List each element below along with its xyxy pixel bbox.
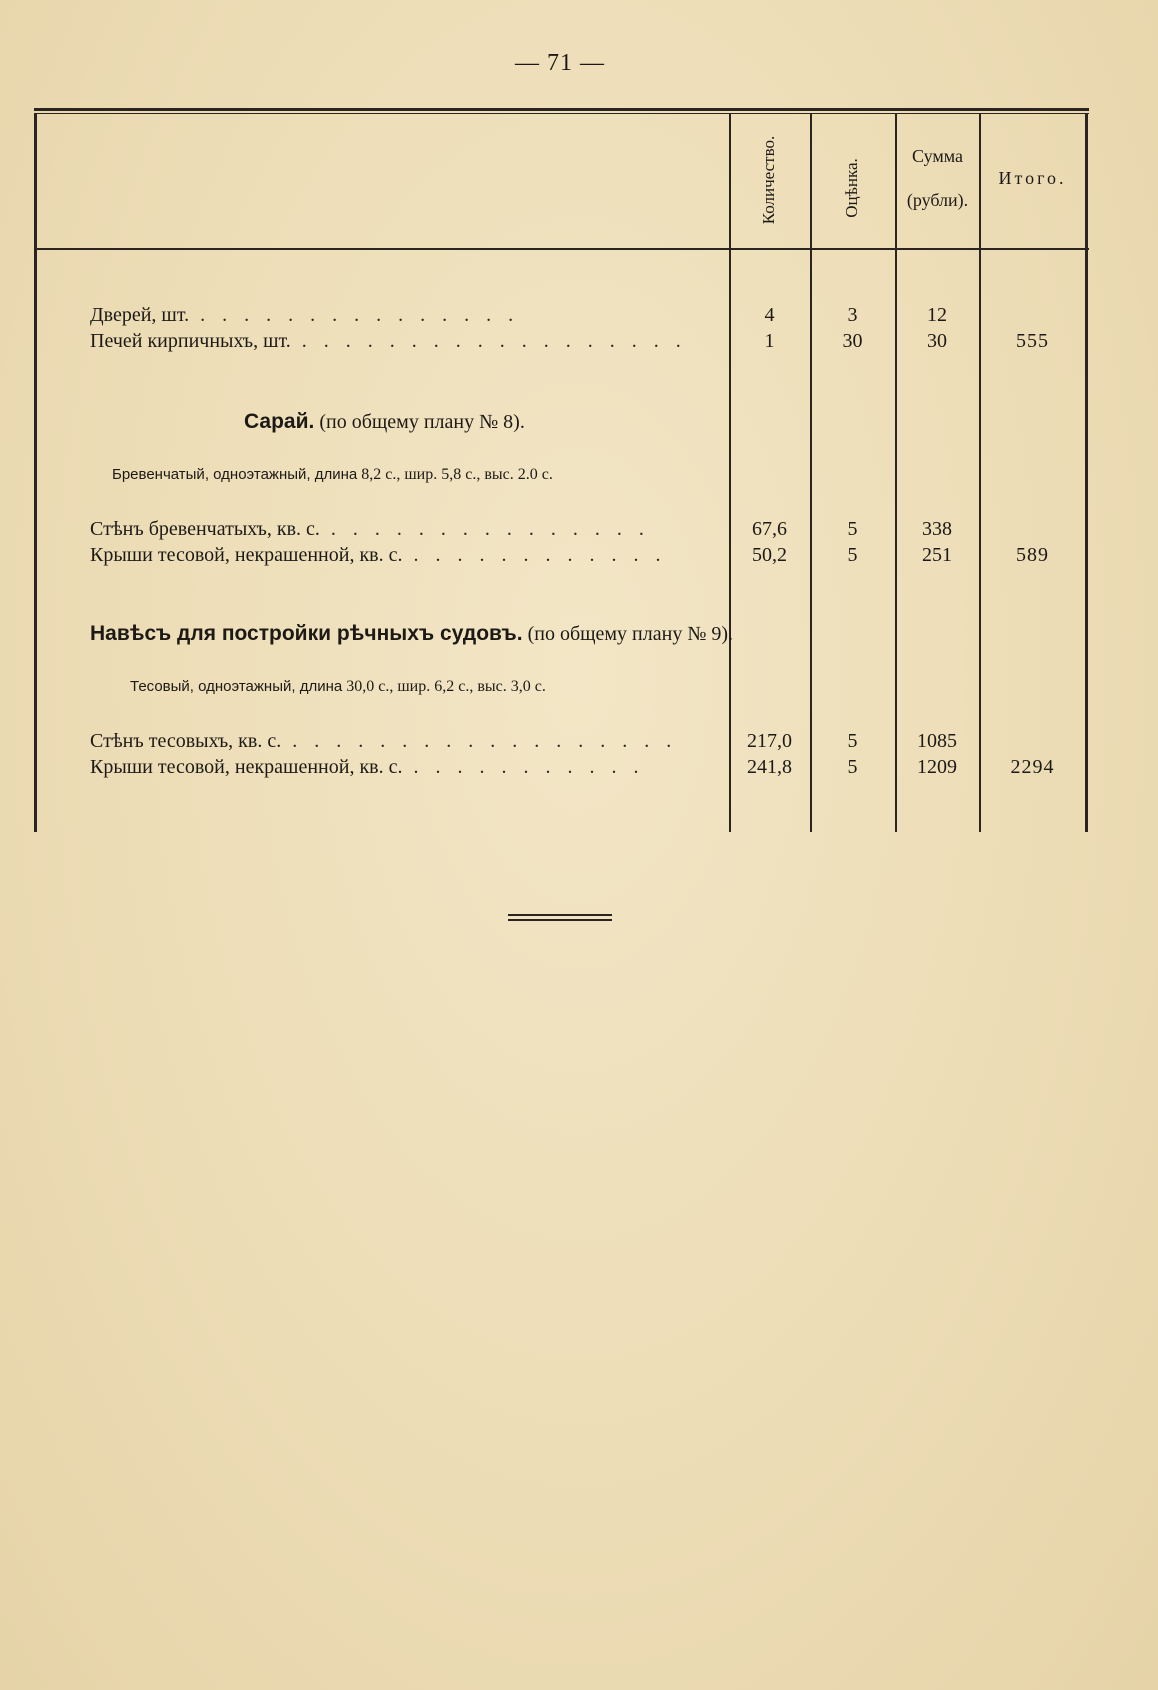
- row-qty: 1: [764, 330, 775, 352]
- end-rule-bottom: [508, 919, 612, 921]
- row-qty: 217,0: [747, 730, 792, 752]
- row-rate: 3: [847, 304, 858, 326]
- row-qty: 241,8: [747, 756, 792, 778]
- table-top-border: [34, 108, 1089, 111]
- section-note: Тесовый, одноэтажный, длина 30,0 с., шир. 6,2 с., выс. 3,0 с.: [130, 678, 546, 695]
- row-sum: 1209: [917, 756, 957, 778]
- col-divider-rate: [810, 114, 812, 832]
- section-title: Навѣсъ для постройки рѣчныхъ судовъ. (по общему плану № 9).: [90, 622, 734, 645]
- header-qty: Количество.: [759, 135, 778, 225]
- row-total: 589: [1016, 544, 1049, 566]
- row-sum: 1085: [917, 730, 957, 752]
- row-sum: 338: [922, 518, 952, 540]
- col-divider-total: [979, 114, 981, 832]
- row-total: 555: [1016, 330, 1049, 352]
- header-rate: Оцѣнка.: [842, 158, 861, 218]
- row-sum: 30: [927, 330, 947, 352]
- header-bottom-border: [34, 248, 1089, 250]
- row-qty: 4: [764, 304, 775, 326]
- col-divider-sum: [895, 114, 897, 832]
- row-total: 2294: [1010, 756, 1055, 778]
- header-sum-line1: Сумма: [912, 146, 963, 166]
- row-rate: 5: [847, 518, 858, 540]
- header-total: Итого.: [998, 168, 1067, 188]
- row-desc: Крыши тесовой, некрашенной, кв. с. . . . . . . . . . . .: [90, 756, 645, 778]
- section-title: Сарай. (по общему плану № 8).: [244, 410, 525, 433]
- header-sum-line2: (рубли).: [906, 190, 969, 210]
- row-desc: Стѣнъ бревенчатыхъ, кв. с. . . . . . . . . . . . . . . .: [90, 518, 650, 540]
- row-desc: Печей кирпичныхъ, шт. . . . . . . . . . . . . . . . . . .: [90, 330, 687, 352]
- row-qty: 50,2: [752, 544, 787, 566]
- row-sum: 251: [922, 544, 952, 566]
- row-rate: 5: [847, 756, 858, 778]
- left-border: [34, 113, 37, 832]
- col-divider-qty: [729, 114, 731, 832]
- row-rate: 5: [847, 544, 858, 566]
- row-desc: Крыши тесовой, некрашенной, кв. с. . . . . . . . . . . . .: [90, 544, 667, 566]
- section-note: Бревенчатый, одноэтажный, длина 8,2 с., шир. 5,8 с., выс. 2.0 с.: [112, 466, 553, 483]
- estimate-table: [34, 108, 1089, 832]
- row-rate: 30: [842, 330, 863, 352]
- page-number: — 71 —: [515, 50, 605, 76]
- row-desc: Дверей, шт. . . . . . . . . . . . . . . .: [90, 304, 520, 326]
- row-sum: 12: [927, 304, 947, 326]
- row-qty: 67,6: [752, 518, 787, 540]
- right-border: [1085, 114, 1088, 832]
- row-rate: 5: [847, 730, 858, 752]
- table-top-border-inner: [34, 113, 1089, 114]
- end-rule-top: [508, 914, 612, 916]
- row-desc: Стѣнъ тесовыхъ, кв. с. . . . . . . . . . . . . . . . . . .: [90, 730, 678, 752]
